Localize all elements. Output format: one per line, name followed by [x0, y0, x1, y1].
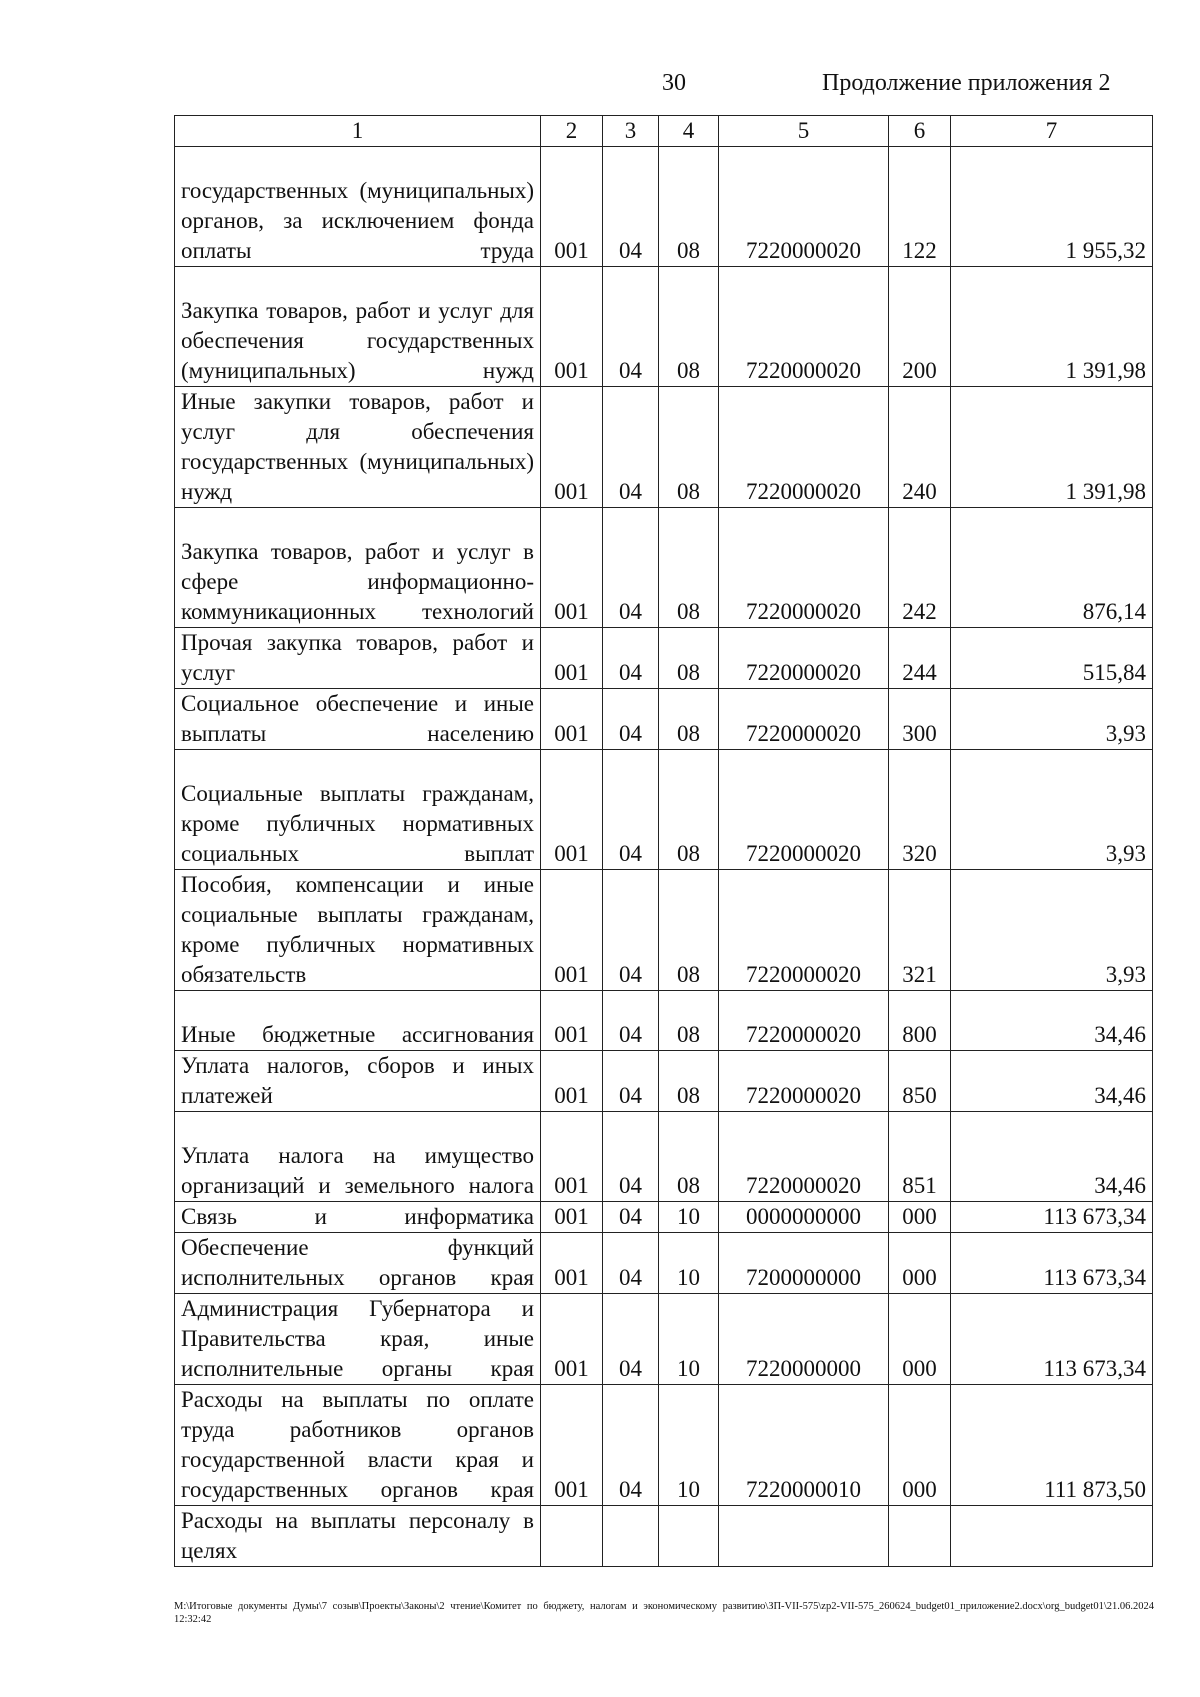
row-code-4-cell: 08 [659, 870, 719, 991]
row-code-5-cell: 7220000020 [719, 508, 889, 628]
row-name-cell: Уплата налога на имущество организаций и земельного налога [175, 1112, 541, 1202]
row-code-4-cell: 08 [659, 1112, 719, 1202]
budget-table [174, 115, 1153, 1567]
table-row [175, 1112, 1153, 1202]
row-code-3-cell: 04 [603, 750, 659, 870]
row-code-3-cell: 04 [603, 991, 659, 1051]
row-code-2-cell: 001 [541, 508, 603, 628]
row-code-2-cell: 001 [541, 628, 603, 689]
row-code-3-cell: 04 [603, 1051, 659, 1112]
row-code-2-cell: 001 [541, 1294, 603, 1385]
row-code-6-cell: 000 [889, 1294, 951, 1385]
table-header-row [175, 116, 1153, 147]
table-row [175, 147, 1153, 267]
row-code-5-cell: 7220000020 [719, 267, 889, 387]
row-code-4-cell: 10 [659, 1233, 719, 1294]
row-code-5-cell [719, 1506, 889, 1567]
row-code-2-cell: 001 [541, 750, 603, 870]
row-code-5-cell: 7220000020 [719, 387, 889, 508]
row-name-cell: Пособия, компенсации и иные социальные выплаты гражданам, кроме публичных нормативных обязательств [175, 870, 541, 991]
row-name-cell: Иные бюджетные ассигнования [175, 991, 541, 1051]
table-row [175, 628, 1153, 689]
row-name-cell: Закупка товаров, работ и услуг для обеспечения государственных (муниципальных) нужд [175, 267, 541, 387]
row-amount-cell: 515,84 [951, 628, 1153, 689]
row-code-3-cell: 04 [603, 1385, 659, 1506]
row-code-2-cell: 001 [541, 1233, 603, 1294]
row-code-4-cell: 08 [659, 689, 719, 750]
row-code-5-cell: 7220000020 [719, 870, 889, 991]
row-code-2-cell [541, 1506, 603, 1567]
row-code-4-cell: 10 [659, 1385, 719, 1506]
table-row [175, 991, 1153, 1051]
row-amount-cell [951, 1506, 1153, 1567]
row-code-6-cell: 240 [889, 387, 951, 508]
row-code-6-cell: 800 [889, 991, 951, 1051]
row-code-6-cell: 000 [889, 1202, 951, 1233]
row-code-6-cell: 000 [889, 1233, 951, 1294]
col-header-1: 1 [175, 116, 541, 147]
row-amount-cell: 34,46 [951, 991, 1153, 1051]
row-code-4-cell: 08 [659, 628, 719, 689]
row-code-4-cell: 08 [659, 750, 719, 870]
row-name-cell: Расходы на выплаты по оплате труда работников органов государственной власти края и государственных органов края [175, 1385, 541, 1506]
row-code-2-cell: 001 [541, 147, 603, 267]
row-amount-cell: 1 391,98 [951, 267, 1153, 387]
row-code-3-cell: 04 [603, 387, 659, 508]
row-code-3-cell [603, 1506, 659, 1567]
row-name-cell: Социальные выплаты гражданам, кроме публичных нормативных социальных выплат [175, 750, 541, 870]
row-code-3-cell: 04 [603, 1202, 659, 1233]
table-row [175, 387, 1153, 508]
row-code-5-cell: 0000000000 [719, 1202, 889, 1233]
row-name-cell: Администрация Губернатора и Правительства края, иные исполнительные органы края [175, 1294, 541, 1385]
row-code-6-cell [889, 1506, 951, 1567]
row-code-5-cell: 7220000020 [719, 1112, 889, 1202]
row-code-4-cell: 08 [659, 508, 719, 628]
table-row [175, 750, 1153, 870]
row-code-4-cell: 08 [659, 991, 719, 1051]
table-row [175, 1294, 1153, 1385]
row-amount-cell: 34,46 [951, 1112, 1153, 1202]
table-row [175, 1202, 1153, 1233]
row-amount-cell: 876,14 [951, 508, 1153, 628]
row-code-5-cell: 7220000020 [719, 991, 889, 1051]
col-header-2: 2 [541, 116, 603, 147]
row-amount-cell: 113 673,34 [951, 1294, 1153, 1385]
col-header-3: 3 [603, 116, 659, 147]
table-row [175, 1385, 1153, 1506]
col-header-4: 4 [659, 116, 719, 147]
row-code-4-cell: 10 [659, 1294, 719, 1385]
row-name-cell: государственных (муниципальных) органов, за исключением фонда оплаты труда [175, 147, 541, 267]
row-code-6-cell: 000 [889, 1385, 951, 1506]
row-code-6-cell: 850 [889, 1051, 951, 1112]
row-name-cell: Связь и информатика [175, 1202, 541, 1233]
row-code-6-cell: 851 [889, 1112, 951, 1202]
row-code-2-cell: 001 [541, 387, 603, 508]
row-amount-cell: 113 673,34 [951, 1202, 1153, 1233]
document-footer-path: M:\Итоговые документы Думы\7 созыв\Проекты\Законы\2 чтение\Комитет по бюджету, налогам и экономическому развитию\ЗП-VII-575\zp2-VII-575_260624_budget01_приложение2.docx\org_budget01\21.06.2024 12:32:42 [174, 1601, 1154, 1625]
row-code-6-cell: 300 [889, 689, 951, 750]
row-amount-cell: 3,93 [951, 689, 1153, 750]
row-amount-cell: 3,93 [951, 750, 1153, 870]
row-amount-cell: 1 955,32 [951, 147, 1153, 267]
row-amount-cell: 1 391,98 [951, 387, 1153, 508]
table-row [175, 1051, 1153, 1112]
row-code-2-cell: 001 [541, 689, 603, 750]
row-amount-cell: 34,46 [951, 1051, 1153, 1112]
row-code-3-cell: 04 [603, 689, 659, 750]
row-code-3-cell: 04 [603, 870, 659, 991]
row-code-3-cell: 04 [603, 628, 659, 689]
row-code-5-cell: 7200000000 [719, 1233, 889, 1294]
row-code-2-cell: 001 [541, 1385, 603, 1506]
row-code-2-cell: 001 [541, 1051, 603, 1112]
row-code-4-cell: 08 [659, 267, 719, 387]
row-code-3-cell: 04 [603, 508, 659, 628]
row-code-2-cell: 001 [541, 1112, 603, 1202]
row-amount-cell: 113 673,34 [951, 1233, 1153, 1294]
row-code-3-cell: 04 [603, 1294, 659, 1385]
row-name-cell: Уплата налогов, сборов и иных платежей [175, 1051, 541, 1112]
col-header-6: 6 [889, 116, 951, 147]
row-code-5-cell: 7220000020 [719, 628, 889, 689]
table-row [175, 1506, 1153, 1567]
row-code-2-cell: 001 [541, 267, 603, 387]
row-code-6-cell: 122 [889, 147, 951, 267]
row-code-6-cell: 320 [889, 750, 951, 870]
row-code-4-cell: 08 [659, 387, 719, 508]
row-code-6-cell: 200 [889, 267, 951, 387]
row-code-5-cell: 7220000020 [719, 1051, 889, 1112]
row-code-6-cell: 242 [889, 508, 951, 628]
page-number: 30 [662, 70, 686, 96]
continuation-label: Продолжение приложения 2 [822, 70, 1111, 96]
row-code-3-cell: 04 [603, 267, 659, 387]
row-code-5-cell: 7220000020 [719, 750, 889, 870]
row-name-cell: Прочая закупка товаров, работ и услуг [175, 628, 541, 689]
row-name-cell: Обеспечение функций исполнительных органов края [175, 1233, 541, 1294]
row-code-2-cell: 001 [541, 991, 603, 1051]
table-row [175, 689, 1153, 750]
row-code-5-cell: 7220000000 [719, 1294, 889, 1385]
row-amount-cell: 3,93 [951, 870, 1153, 991]
row-name-cell: Расходы на выплаты персоналу в целях [175, 1506, 541, 1567]
row-code-5-cell: 7220000010 [719, 1385, 889, 1506]
table-row [175, 267, 1153, 387]
row-code-5-cell: 7220000020 [719, 689, 889, 750]
row-code-4-cell [659, 1506, 719, 1567]
row-name-cell: Иные закупки товаров, работ и услуг для обеспечения государственных (муниципальных) нужд [175, 387, 541, 508]
row-code-6-cell: 244 [889, 628, 951, 689]
row-code-3-cell: 04 [603, 1233, 659, 1294]
row-code-4-cell: 08 [659, 147, 719, 267]
row-code-4-cell: 08 [659, 1051, 719, 1112]
row-amount-cell: 111 873,50 [951, 1385, 1153, 1506]
row-code-3-cell: 04 [603, 147, 659, 267]
table-row [175, 870, 1153, 991]
table-row [175, 508, 1153, 628]
row-name-cell: Закупка товаров, работ и услуг в сфере информационно-коммуникационных технологий [175, 508, 541, 628]
row-code-4-cell: 10 [659, 1202, 719, 1233]
row-name-cell: Социальное обеспечение и иные выплаты населению [175, 689, 541, 750]
row-code-3-cell: 04 [603, 1112, 659, 1202]
row-code-6-cell: 321 [889, 870, 951, 991]
col-header-5: 5 [719, 116, 889, 147]
col-header-7: 7 [951, 116, 1153, 147]
row-code-5-cell: 7220000020 [719, 147, 889, 267]
row-code-2-cell: 001 [541, 1202, 603, 1233]
row-code-2-cell: 001 [541, 870, 603, 991]
table-row [175, 1233, 1153, 1294]
